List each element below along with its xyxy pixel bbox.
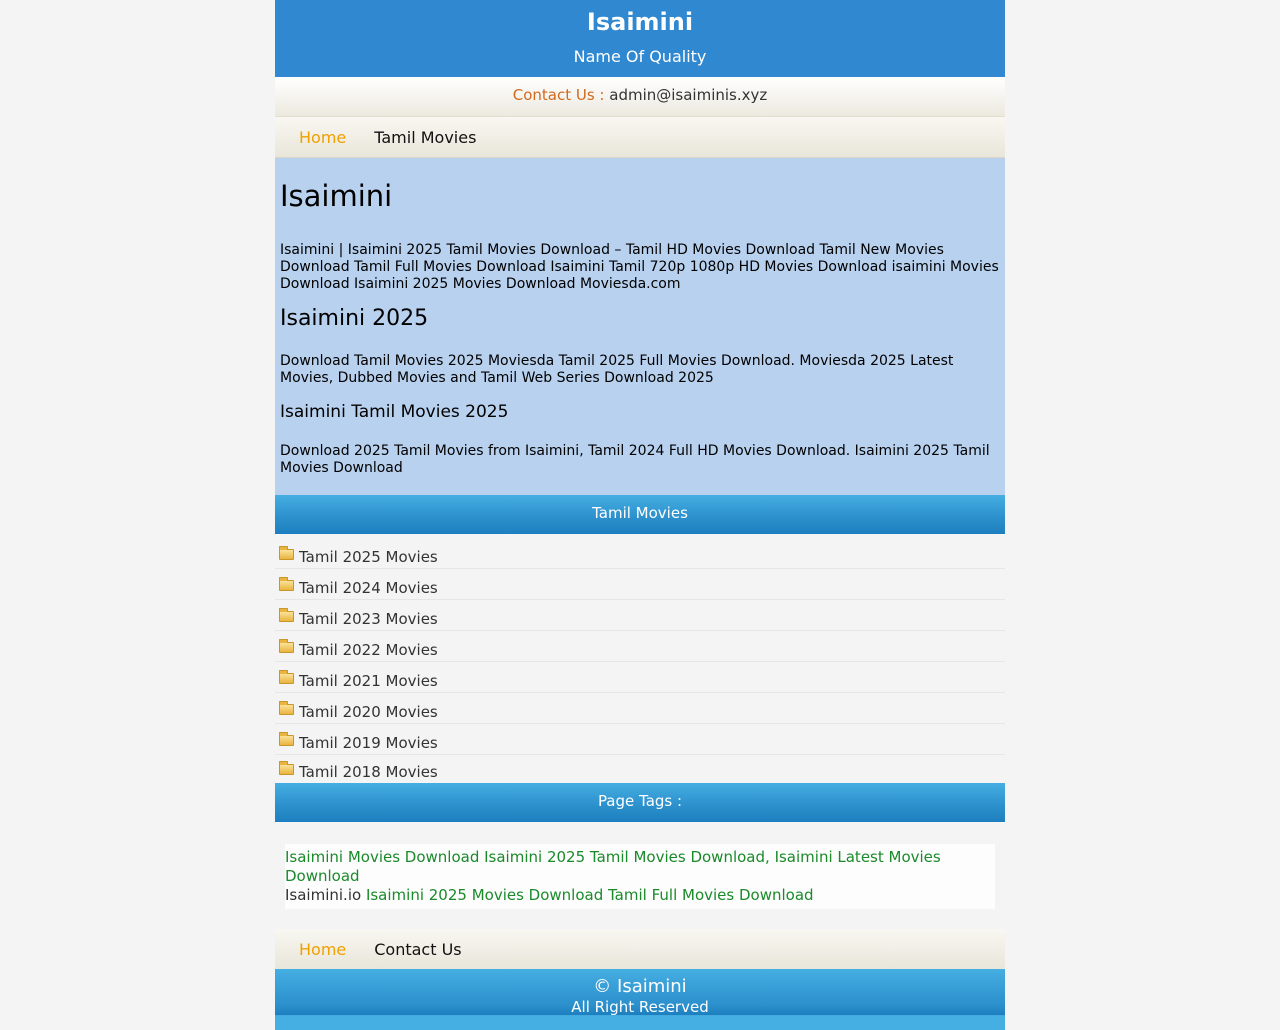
list-item[interactable] <box>275 662 1005 693</box>
page-wrapper <box>275 0 1005 1030</box>
footer-copyright: © Isaimini <box>593 976 687 997</box>
folder-icon <box>279 642 294 653</box>
main-nav <box>275 117 1005 158</box>
tag-plain-text: Isaimini.io <box>285 886 366 904</box>
list-item[interactable] <box>275 724 1005 755</box>
section-heading-tamil-movies: Isaimini Tamil Movies 2025 <box>280 402 509 422</box>
category-link[interactable]: Tamil 2025 Movies <box>299 548 438 566</box>
page-tags-section <box>275 822 1005 929</box>
category-link[interactable]: Tamil 2020 Movies <box>299 703 438 721</box>
category-link[interactable]: Tamil 2021 Movies <box>299 672 438 690</box>
site-title[interactable]: Isaimini <box>586 8 694 36</box>
list-item[interactable] <box>275 693 1005 724</box>
site-header <box>275 0 1005 77</box>
intro-paragraph-3: Download 2025 Tamil Movies from Isaimini, Tamil 2024 Full HD Movies Download. Isaimini 2025 Tamil Movies Download <box>280 443 990 476</box>
footer-nav <box>275 929 1005 969</box>
folder-icon <box>279 704 294 715</box>
folder-icon <box>279 673 294 684</box>
intro-paragraph-1: Isaimini | Isaimini 2025 Tamil Movies Download – Tamil HD Movies Download Tamil New Movies Download Tamil Full Movies Download Isaimini Tamil 720p 1080p HD Movies Download isaimini Movies Download Isaimini 2025 Movies Download Moviesda.com <box>280 242 999 292</box>
footer-rights: All Right Reserved <box>571 998 709 1016</box>
intro-paragraph-2: Download Tamil Movies 2025 Moviesda Tamil 2025 Full Movies Download. Moviesda 2025 Latest Movies, Dubbed Movies and Tamil Web Series Download 2025 <box>280 353 954 386</box>
section-heading-2025: Isaimini 2025 <box>280 306 429 331</box>
folder-icon <box>279 549 294 560</box>
list-item[interactable] <box>275 569 1005 600</box>
site-tagline: Name Of Quality <box>573 47 707 66</box>
contact-email: admin@isaiminis.xyz <box>609 86 768 104</box>
page-tags <box>285 844 995 909</box>
page-title: Isaimini <box>280 179 393 213</box>
contact-bar <box>275 77 1005 117</box>
category-list <box>275 534 1005 783</box>
category-link[interactable]: Tamil 2019 Movies <box>299 734 438 752</box>
list-item[interactable] <box>275 755 1005 783</box>
tag-link-latest-movies[interactable]: Isaimini Latest Movies Download <box>285 848 941 885</box>
folder-icon <box>279 580 294 591</box>
footer-home-link[interactable]: Home <box>299 939 347 959</box>
category-link[interactable]: Tamil 2022 Movies <box>299 641 438 659</box>
list-item[interactable] <box>275 538 1005 569</box>
list-item[interactable] <box>275 600 1005 631</box>
tag-link-movies-download[interactable]: Isaimini Movies Download Isaimini 2025 Tamil Movies Download <box>285 848 766 866</box>
folder-icon <box>279 611 294 622</box>
folder-icon <box>279 735 294 746</box>
contact-label: Contact Us : <box>512 86 605 104</box>
tag-link-full-movies[interactable]: Isaimini 2025 Movies Download Tamil Full Movies Download <box>365 886 814 904</box>
intro-content <box>275 158 1005 495</box>
folder-icon <box>279 764 294 775</box>
category-link[interactable]: Tamil 2024 Movies <box>299 579 438 597</box>
list-item[interactable] <box>275 631 1005 662</box>
category-link[interactable]: Tamil 2018 Movies <box>299 763 438 781</box>
category-link[interactable]: Tamil 2023 Movies <box>299 610 438 628</box>
site-footer <box>275 969 1005 1030</box>
nav-home-link[interactable]: Home <box>299 127 347 147</box>
nav-tamil-movies-link[interactable]: Tamil Movies <box>374 127 477 147</box>
page-tags-heading: Page Tags : <box>275 783 1005 822</box>
footer-contact-link[interactable]: Contact Us <box>374 939 462 959</box>
categories-heading: Tamil Movies <box>275 495 1005 534</box>
tag-separator: , <box>765 848 775 866</box>
